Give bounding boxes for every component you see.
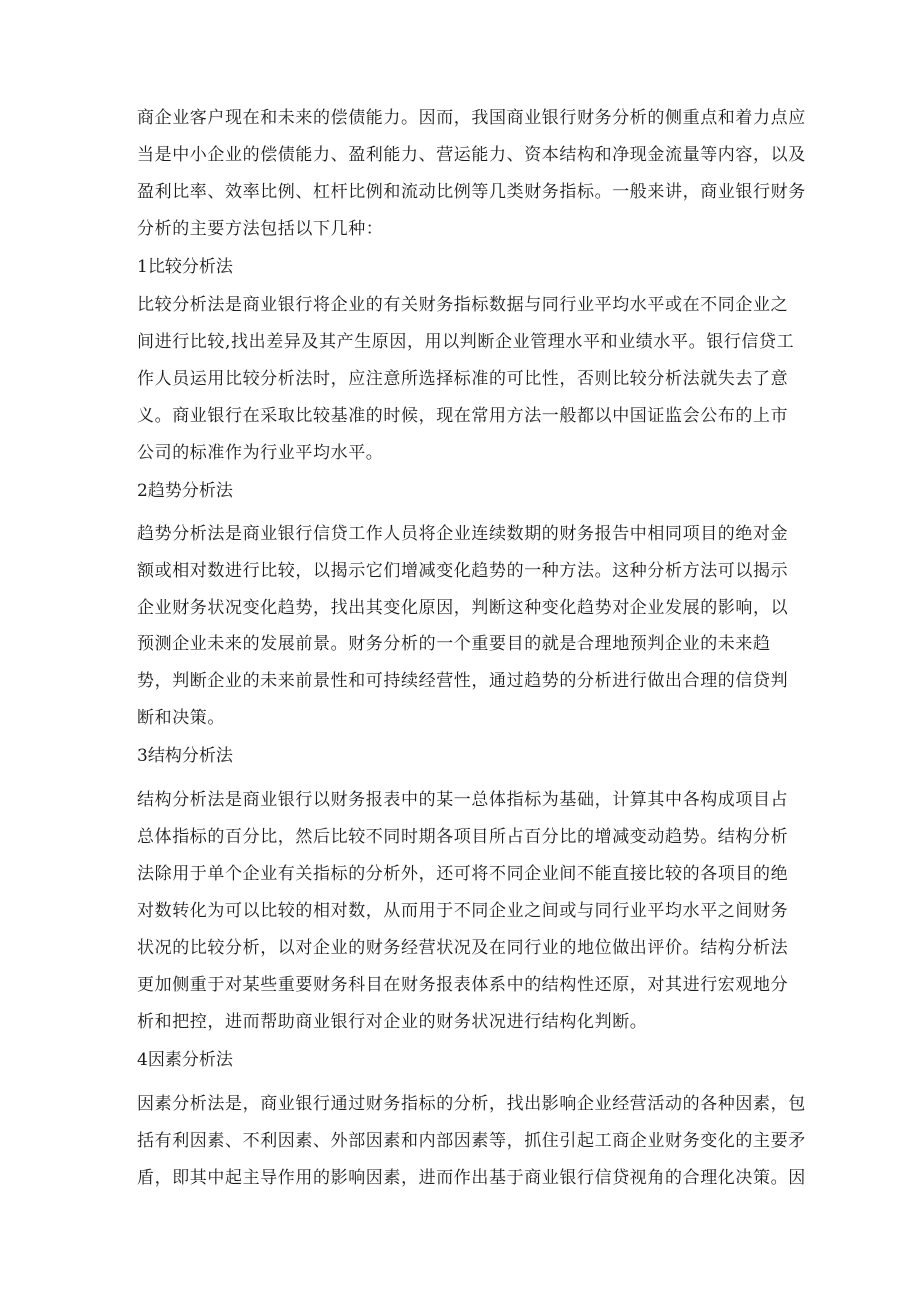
text-line: 义。商业银行在采取比较基准的时候，现在常用方法一般都以中国证监会公布的上市 [137, 406, 789, 426]
section-heading-comparison: 1比较分析法 [137, 257, 233, 277]
text-line: 作人员运用比较分析法时，应注意所选择标准的可比性，否则比较分析法就失去了意 [137, 369, 789, 389]
text-line: 比较分析法是商业银行将企业的有关财务指标数据与同行业平均水平或在不同企业之 [137, 295, 789, 315]
text-line: 分析的主要方法包括以下几种： [137, 219, 384, 239]
text-line: 断和决策。 [137, 708, 225, 728]
text-line: 额或相对数进行比较，以揭示它们增减变化趋势的一种方法。这种分析方法可以揭示 [137, 561, 789, 581]
text-line: 总体指标的百分比，然后比较不同时期各项目所占百分比的增减变动趋势。结构分析 [137, 827, 789, 847]
text-line: 企业财务状况变化趋势，找出其变化原因，判断这种变化趋势对企业发展的影响，以 [137, 598, 789, 618]
text-line: 间进行比较,找出差异及其产生原因，用以判断企业管理水平和业绩水平。银行信贷工 [137, 332, 795, 352]
text-line: 更加侧重于对某些重要财务科目在财务报表体系中的结构性还原，对其进行宏观地分 [137, 975, 789, 995]
text-line: 括有利因素、不利因素、外部因素和内部因素等，抓住引起工商企业财务变化的主要矛 [137, 1131, 806, 1151]
text-line: 状况的比较分析，以对企业的财务经营状况及在同行业的地位做出评价。结构分析法 [137, 938, 789, 958]
text-line: 法除用于单个企业有关指标的分析外，还可将不同企业间不能直接比较的各项目的绝 [137, 864, 789, 884]
text-line: 趋势分析法是商业银行信贷工作人员将企业连续数期的财务报告中相同项目的绝对金 [137, 524, 789, 544]
text-line: 因素分析法是，商业银行通过财务指标的分析，找出影响企业经营活动的各种因素，包 [137, 1094, 806, 1114]
text-line: 对数转化为可以比较的相对数，从而用于不同企业之间或与同行业平均水平之间财务 [137, 901, 789, 921]
text-line: 结构分析法是商业银行以财务报表中的某一总体指标为基础，计算其中各构成项目占 [137, 790, 789, 810]
text-line: 商企业客户现在和未来的偿债能力。因而，我国商业银行财务分析的侧重点和着力点应 [137, 108, 806, 128]
text-line: 公司的标准作为行业平均水平。 [137, 443, 384, 463]
text-line: 盈利比率、效率比例、杠杆比例和流动比例等几类财务指标。一般来讲，商业银行财务 [137, 182, 806, 202]
section-heading-trend: 2趋势分析法 [137, 481, 233, 501]
text-line: 盾，即其中起主导作用的影响因素，进而作出基于商业银行信贷视角的合理化决策。因 [137, 1168, 806, 1188]
section-heading-factor: 4因素分析法 [137, 1050, 233, 1070]
text-line: 析和把控，进而帮助商业银行对企业的财务状况进行结构化判断。 [137, 1012, 648, 1032]
text-line: 当是中小企业的偿债能力、盈利能力、营运能力、资本结构和净现金流量等内容，以及 [137, 145, 806, 165]
text-line: 预测企业未来的发展前景。财务分析的一个重要目的就是合理地预判企业的未来趋 [137, 634, 771, 654]
text-line: 势，判断企业的未来前景性和可持续经营性，通过趋势的分析进行做出合理的信贷判 [137, 671, 789, 691]
section-heading-structure: 3结构分析法 [137, 746, 233, 766]
